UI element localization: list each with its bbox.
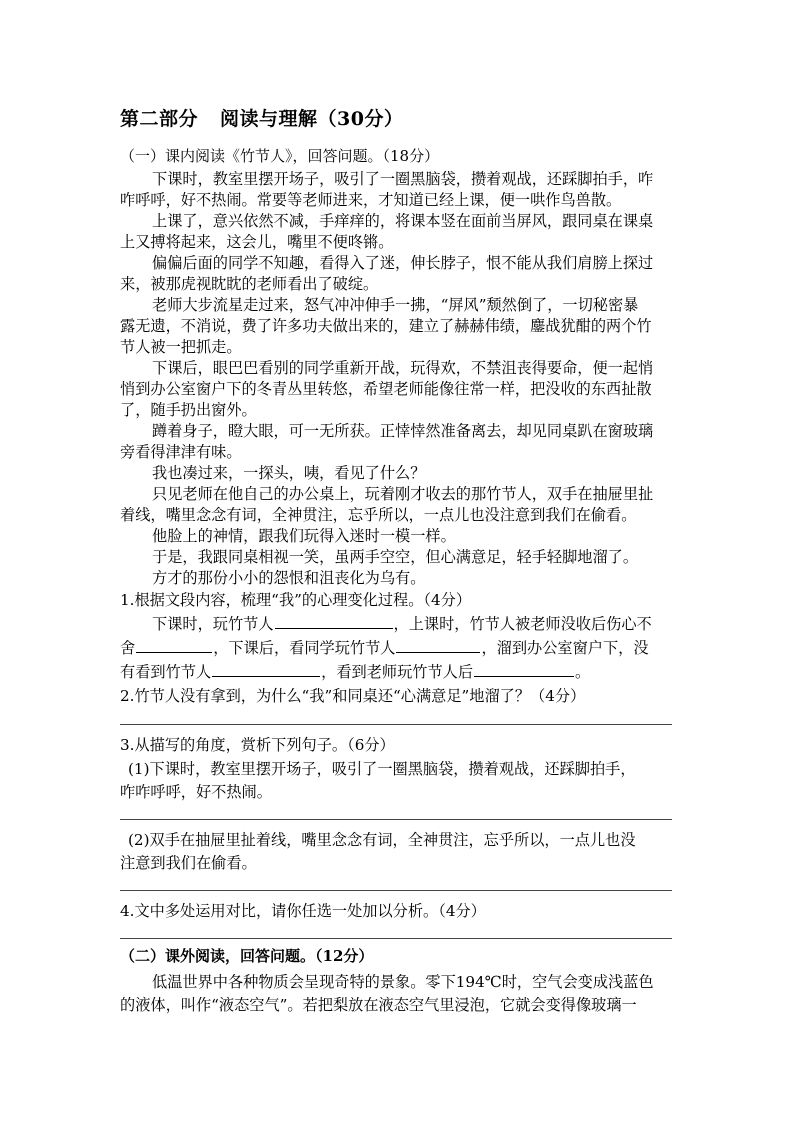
answer-blank-1[interactable]: [275, 613, 393, 629]
q1-text: ，看到老师玩竹节人后: [321, 663, 473, 681]
passage-line: 露无遗，不消说，费了许多功夫做出来的，建立了赫赫伟绩，鏖战犹酣的两个竹: [120, 317, 652, 335]
section1-header: （一）课内阅读《竹节人》，回答问题。（18分）: [120, 147, 440, 165]
passage-line: 来，被那虎视眈眈的老师看出了破绽。: [120, 275, 379, 293]
part-heading: 阅读与理解（30分）: [220, 108, 404, 130]
answer-blank-4[interactable]: [212, 661, 320, 677]
question-3-sentence-1-cont: 咋咋呼呼，好不热闹。: [120, 783, 272, 801]
passage-line: 于是，我跟同桌相视一笑，虽两手空空，但心满意足，轻手轻脚地溜了。: [152, 548, 638, 566]
question-1-line-2: [120, 637, 649, 658]
q1-text: ，下课后，看同学玩竹节人: [213, 639, 396, 657]
question-1-line-3: [120, 661, 590, 682]
q1-text: ，溜到办公室窗户下，没: [481, 639, 649, 657]
q1-text: 舍: [120, 639, 136, 657]
passage-line: 上又搏将起来，这会儿，嘴里不便咚锵。: [120, 233, 394, 251]
answer-line[interactable]: [120, 724, 672, 725]
question-3-sentence-2-cont: 注意到我们在偷看。: [120, 854, 257, 872]
passage-line: 着线，嘴里念念有词，全神贯注，忘乎所以，一点儿也没注意到我们在偷看。: [120, 506, 637, 524]
q1-text: ，上课时，竹节人被老师没收后伤心不: [393, 615, 652, 633]
question-3-stem: 3.从描写的角度，赏析下列句子。（6分）: [120, 736, 395, 754]
q1-text: 下课时，玩竹节人: [152, 615, 274, 633]
passage-line: 下课时，教室里摆开场子，吸引了一圈黑脑袋，攒着观战，还踩脚拍手，咋: [152, 170, 654, 188]
passage-line: 咋呼呼，好不热闹。常要等老师进来，才知道已经上课，便一哄作鸟兽散。: [120, 191, 622, 209]
passage-line: 了，随手扔出窗外。: [120, 401, 257, 419]
question-1-stem: 1.根据文段内容，梳理“我”的心理变化过程。（4分）: [120, 591, 472, 609]
passage-line: 下课后，眼巴巴看别的同学重新开战，玩得欢，不禁沮丧得要命，便一起悄: [152, 359, 654, 377]
passage-line: 上课了，意兴依然不减，手痒痒的，将课本竖在面前当屏风，跟同桌在课桌: [152, 212, 654, 230]
passage-line: 低温世界中各种物质会呈现奇特的景象。零下194℃时，空气会变成浅蓝色: [152, 973, 654, 991]
answer-line[interactable]: [120, 890, 672, 891]
question-3-sentence-2: (2)双手在抽屉里扯着线，嘴里念念有词，全神贯注，忘乎所以，一点儿也没: [128, 831, 636, 849]
q1-text: 。: [575, 663, 591, 681]
passage-line: 偏偏后面的同学不知趣，看得入了迷，伸长脖子，恨不能从我们肩膀上探过: [152, 254, 654, 272]
question-2-stem: 2.竹节人没有拿到，为什么“我”和同桌还“心满意足”地溜了？（4分）: [120, 687, 586, 705]
passage-line: 蹲着身子，瞪大眼，可一无所获。正悻悻然准备离去，却见同桌趴在窗玻璃: [152, 422, 654, 440]
question-1-line-1: [152, 613, 652, 634]
passage-line: 方才的那份小小的怨恨和沮丧化为乌有。: [152, 569, 426, 587]
passage-line: 旁看得津津有味。: [120, 443, 242, 461]
answer-line[interactable]: [120, 819, 672, 820]
passage-line: 老师大步流星走过来，怒气冲冲伸手一拂，“屏风”颓然倒了，一切秘密暴: [152, 296, 639, 314]
answer-blank-5[interactable]: [474, 661, 574, 677]
answer-blank-2[interactable]: [136, 637, 212, 653]
passage-line: 只见老师在他自己的办公桌上，玩着刚才收去的那竹节人，双手在抽屉里扯: [152, 485, 654, 503]
question-3-sentence-1: (1)下课时，教室里摆开场子，吸引了一圈黑脑袋，攒着观战，还踩脚拍手，: [128, 760, 636, 778]
passage-line: 的液体，叫作“液态空气”。若把梨放在液态空气里浸泡，它就会变得像玻璃一: [120, 996, 637, 1014]
part-label: 第二部分: [120, 108, 199, 130]
passage-line: 节人被一把抓走。: [120, 338, 242, 356]
passage-line: 悄到办公室窗户下的冬青丛里转悠，希望老师能像往常一样，把没收的东西扯散: [120, 380, 652, 398]
section2-header: （二）课外阅读，回答问题。（12分）: [120, 947, 374, 965]
passage-line: 我也凑过来，一探头，咦，看见了什么？: [152, 464, 426, 482]
part-title: [120, 104, 403, 131]
question-4-stem: 4.文中多处运用对比，请你任选一处加以分析。（4分）: [120, 902, 486, 920]
answer-line[interactable]: [120, 938, 672, 939]
answer-blank-3[interactable]: [396, 637, 480, 653]
q1-text: 有看到竹节人: [120, 663, 212, 681]
passage-line: 他脸上的神情，跟我们玩得入迷时一模一样。: [152, 527, 456, 545]
